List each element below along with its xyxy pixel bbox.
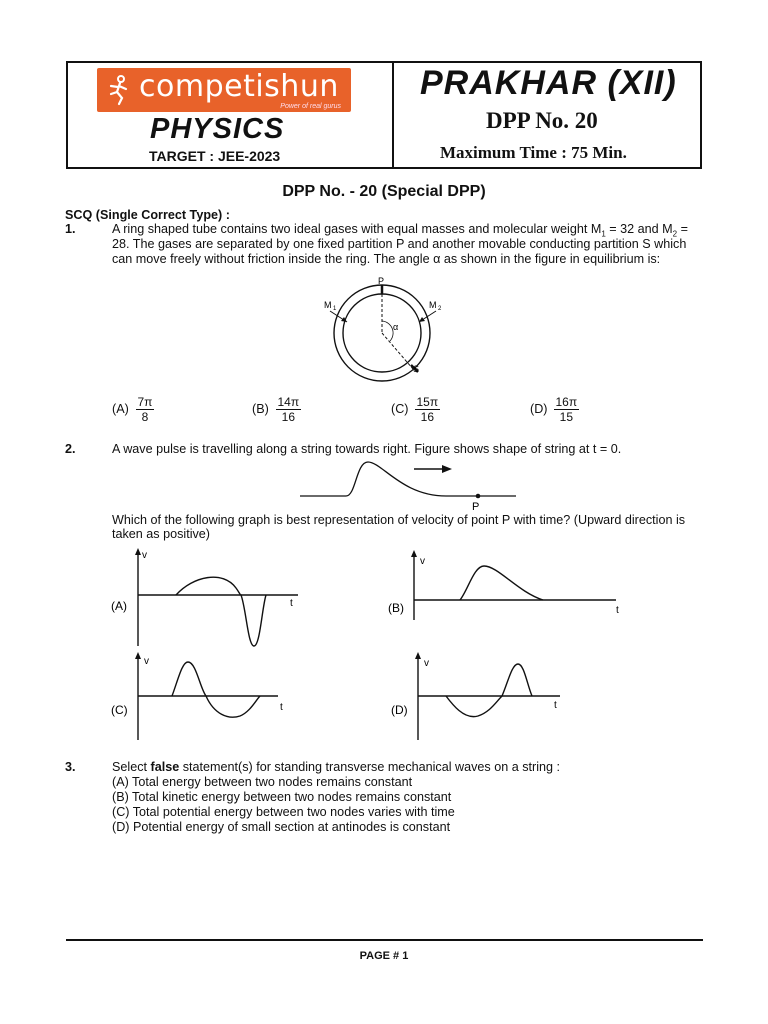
fig-label-m1-sub: 1 [333, 306, 337, 312]
graph-a-label: (A) [111, 599, 127, 613]
graph-a-xlabel: t [290, 598, 293, 609]
q3-option-c[interactable]: (C) Total potential energy between two nodes varies with time [112, 805, 455, 819]
q2-number: 2. [65, 442, 76, 456]
point-p-label: P [472, 501, 480, 512]
batch-title: PRAKHAR (XII) [420, 64, 677, 102]
wave-pulse-figure [296, 456, 518, 512]
graph-a-ylabel: v [142, 550, 147, 561]
graph-c-xlabel: t [280, 702, 283, 713]
fig-label-p: P [378, 276, 385, 286]
q1-option-c[interactable]: (C) $\frac{15\pi}{16}$ [391, 395, 439, 424]
graph-d-xlabel: t [554, 700, 557, 711]
q3-number: 3. [65, 760, 76, 774]
fig-label-m2: M [429, 300, 437, 310]
section-heading: SCQ (Single Correct Type) : [65, 208, 230, 222]
graph-c-label: (C) [111, 703, 128, 717]
q1-line2: 28. The gases are separated by one fixed partition P and another movable conducting partition S which [112, 237, 687, 251]
q1-line1: A ring shaped tube contains two ideal gases with equal masses and molecular weight $M_1 = 32$ and $M_2$ = [112, 222, 688, 239]
brand-name: competishun [139, 69, 339, 104]
graph-b-xlabel: t [616, 605, 619, 616]
graph-b-label: (B) [388, 601, 404, 615]
fig-label-m1: M [324, 300, 332, 310]
fig-label-m2-sub: 2 [438, 306, 442, 312]
q1-line3: can move freely without friction inside the ring. The angle α as shown in the figure in equilibrium is: [112, 252, 661, 266]
q3-option-a[interactable]: (A) Total energy between two nodes remains constant [112, 775, 413, 789]
dpp-number: DPP No. 20 [486, 108, 598, 133]
fig-label-alpha: α [393, 322, 399, 332]
q1-option-b[interactable]: (B) $\frac{14\pi}{16}$ [252, 395, 300, 424]
ring-tube-figure [310, 275, 460, 387]
graph-d[interactable] [388, 652, 578, 742]
q1-option-a[interactable]: (A) $\frac{7\pi}{8}$ [112, 395, 153, 424]
q2-question-line1: Which of the following graph is best representation of velocity of point P with time? (Upward direction is [112, 513, 686, 527]
graph-b-ylabel: v [420, 556, 425, 567]
q2-question-line2: taken as positive) [112, 527, 211, 541]
graph-d-ylabel: v [424, 658, 429, 669]
page-number: PAGE # 1 [359, 950, 409, 962]
brand-tagline: Power of real gurus [280, 103, 341, 110]
q3-option-d[interactable]: (D) Potential energy of small section at antinodes is constant [112, 820, 451, 834]
graph-d-label: (D) [391, 703, 408, 717]
footer-divider [66, 939, 703, 941]
graph-b[interactable] [388, 550, 628, 620]
graph-a[interactable] [108, 548, 318, 648]
q3-text: Select false statement(s) for standing transverse mechanical waves on a string : [112, 760, 561, 774]
brand-logo [97, 68, 351, 112]
graph-c-ylabel: v [144, 656, 149, 667]
q1-number: 1. [65, 222, 76, 236]
max-time: Maximum Time : 75 Min. [440, 143, 627, 162]
target-text: TARGET : JEE-2023 [149, 148, 281, 164]
q1-option-d[interactable]: (D) $\frac{16\pi}{15}$ [530, 395, 578, 424]
q2-text: A wave pulse is travelling along a string towards right. Figure shows shape of string at t = 0. [112, 442, 622, 456]
q3-option-b[interactable]: (B) Total kinetic energy between two nodes remains constant [112, 790, 452, 804]
page-title: DPP No. - 20 (Special DPP) [282, 183, 486, 200]
subject-title: PHYSICS [150, 113, 285, 145]
graph-c[interactable] [108, 652, 308, 742]
runner-icon [105, 74, 133, 106]
fig-label-s: S [413, 364, 420, 374]
header-divider [392, 61, 394, 169]
